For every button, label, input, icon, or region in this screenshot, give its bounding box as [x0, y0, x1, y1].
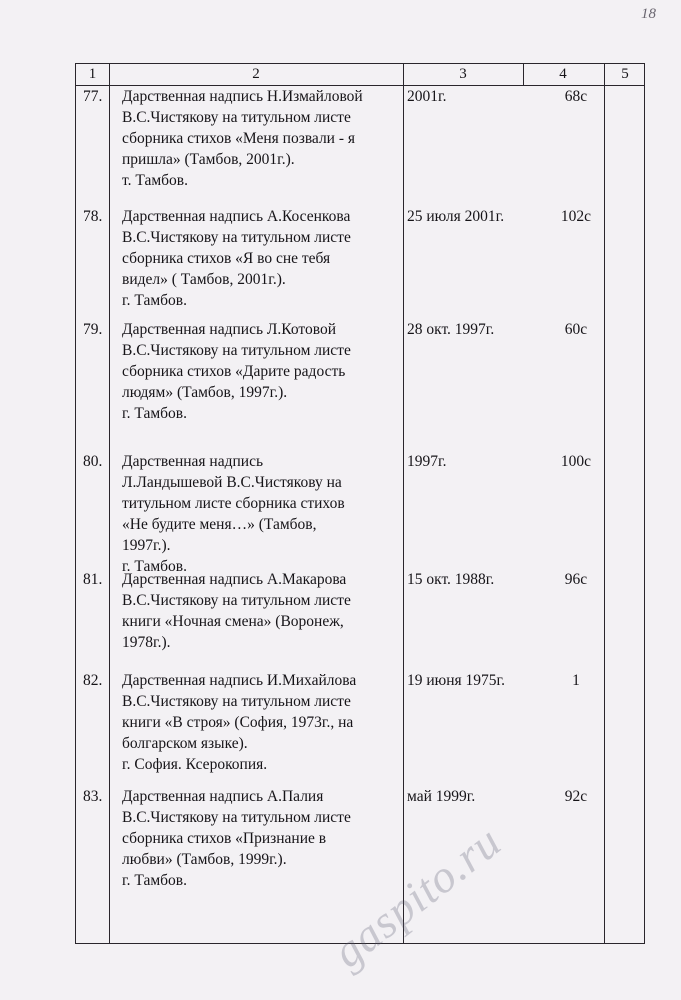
description-line: Дарственная надпись Л.Котовой: [122, 321, 336, 338]
description-line: Дарственная надпись Н.Измайловой: [122, 88, 363, 105]
description-line: г. София. Ксерокопия.: [122, 756, 268, 773]
row-pages: 68с: [564, 88, 588, 105]
row-description: [122, 786, 400, 891]
row-description: [122, 319, 400, 424]
description-line: В.С.Чистякову на титульном листе: [122, 109, 351, 126]
header-col-3: 3: [459, 66, 467, 82]
description-line: Дарственная надпись А.Косенкова: [122, 208, 351, 225]
description-line: Дарственная надпись И.Михайлова: [122, 672, 357, 689]
row-number: 81.: [83, 571, 103, 588]
description-line: Л.Ландышевой В.С.Чистякову на: [122, 474, 342, 491]
row-date: 2001г.: [407, 88, 447, 105]
description-line: людям» (Тамбов, 1997г.).: [122, 384, 288, 401]
description-line: сборника стихов «Меня позвали - я: [122, 130, 356, 147]
column-divider: [109, 64, 110, 943]
row-description: [122, 451, 400, 577]
description-line: пришла» (Тамбов, 2001г.).: [122, 151, 295, 168]
description-line: книги «Ночная смена» (Воронеж,: [122, 613, 344, 630]
description-line: В.С.Чистякову на титульном листе: [122, 342, 351, 359]
description-line: В.С.Чистякову на титульном листе: [122, 809, 351, 826]
description-line: книги «В строя» (София, 1973г., на: [122, 714, 354, 731]
row-number: 83.: [83, 788, 103, 805]
header-col-5: 5: [621, 66, 629, 82]
description-line: любви» (Тамбов, 1999г.).: [122, 851, 287, 868]
row-description: [122, 670, 400, 775]
row-pages: 102с: [560, 208, 592, 225]
description-line: Дарственная надпись: [122, 453, 264, 470]
row-date: 28 окт. 1997г.: [407, 321, 495, 338]
row-number: 80.: [83, 453, 103, 470]
column-divider: [403, 64, 404, 943]
description-line: Дарственная надпись А.Палия: [122, 788, 324, 805]
row-pages: 100с: [560, 453, 592, 470]
description-line: В.С.Чистякову на титульном листе: [122, 592, 351, 609]
row-description: [122, 206, 400, 311]
watermark: gaspito.ru: [322, 815, 511, 978]
description-line: «Не будите меня…» (Тамбов,: [122, 516, 317, 533]
row-date: 15 окт. 1988г.: [407, 571, 495, 588]
description-line: В.С.Чистякову на титульном листе: [122, 693, 351, 710]
row-description: [122, 569, 400, 653]
description-line: т. Тамбов.: [122, 172, 188, 189]
row-number: 82.: [83, 672, 103, 689]
header-col-4: 4: [559, 66, 567, 82]
description-line: сборника стихов «Признание в: [122, 830, 327, 847]
description-line: титульном листе сборника стихов: [122, 495, 345, 512]
row-pages: 60с: [564, 321, 588, 338]
row-date: 19 июня 1975г.: [407, 672, 506, 689]
row-pages: 92с: [564, 788, 588, 805]
row-number: 79.: [83, 321, 103, 338]
row-date: май 1999г.: [407, 788, 476, 805]
description-line: г. Тамбов.: [122, 872, 187, 889]
description-line: Дарственная надпись А.Макарова: [122, 571, 347, 588]
header-col-2: 2: [252, 66, 260, 82]
description-line: г. Тамбов.: [122, 405, 187, 422]
description-line: сборника стихов «Я во сне тебя: [122, 250, 331, 267]
page-number: 18: [641, 6, 656, 22]
table-header-row: [76, 64, 644, 86]
description-line: 1978г.).: [122, 634, 171, 651]
row-pages: 1: [572, 672, 580, 689]
row-pages: 96с: [564, 571, 588, 588]
description-line: сборника стихов «Дарите радость: [122, 363, 346, 380]
header-divider: [523, 64, 524, 85]
archive-table: [75, 63, 645, 944]
row-number: 77.: [83, 88, 103, 105]
row-number: 78.: [83, 208, 103, 225]
description-line: болгарском языке).: [122, 735, 248, 752]
description-line: видел» ( Тамбов, 2001г.).: [122, 271, 286, 288]
column-divider: [604, 64, 605, 943]
row-description: [122, 86, 400, 191]
row-date: 25 июля 2001г.: [407, 208, 505, 225]
description-line: В.С.Чистякову на титульном листе: [122, 229, 351, 246]
description-line: г. Тамбов.: [122, 558, 187, 575]
row-date: 1997г.: [407, 453, 447, 470]
description-line: 1997г.).: [122, 537, 171, 554]
header-col-1: 1: [88, 66, 97, 82]
description-line: г. Тамбов.: [122, 292, 187, 309]
